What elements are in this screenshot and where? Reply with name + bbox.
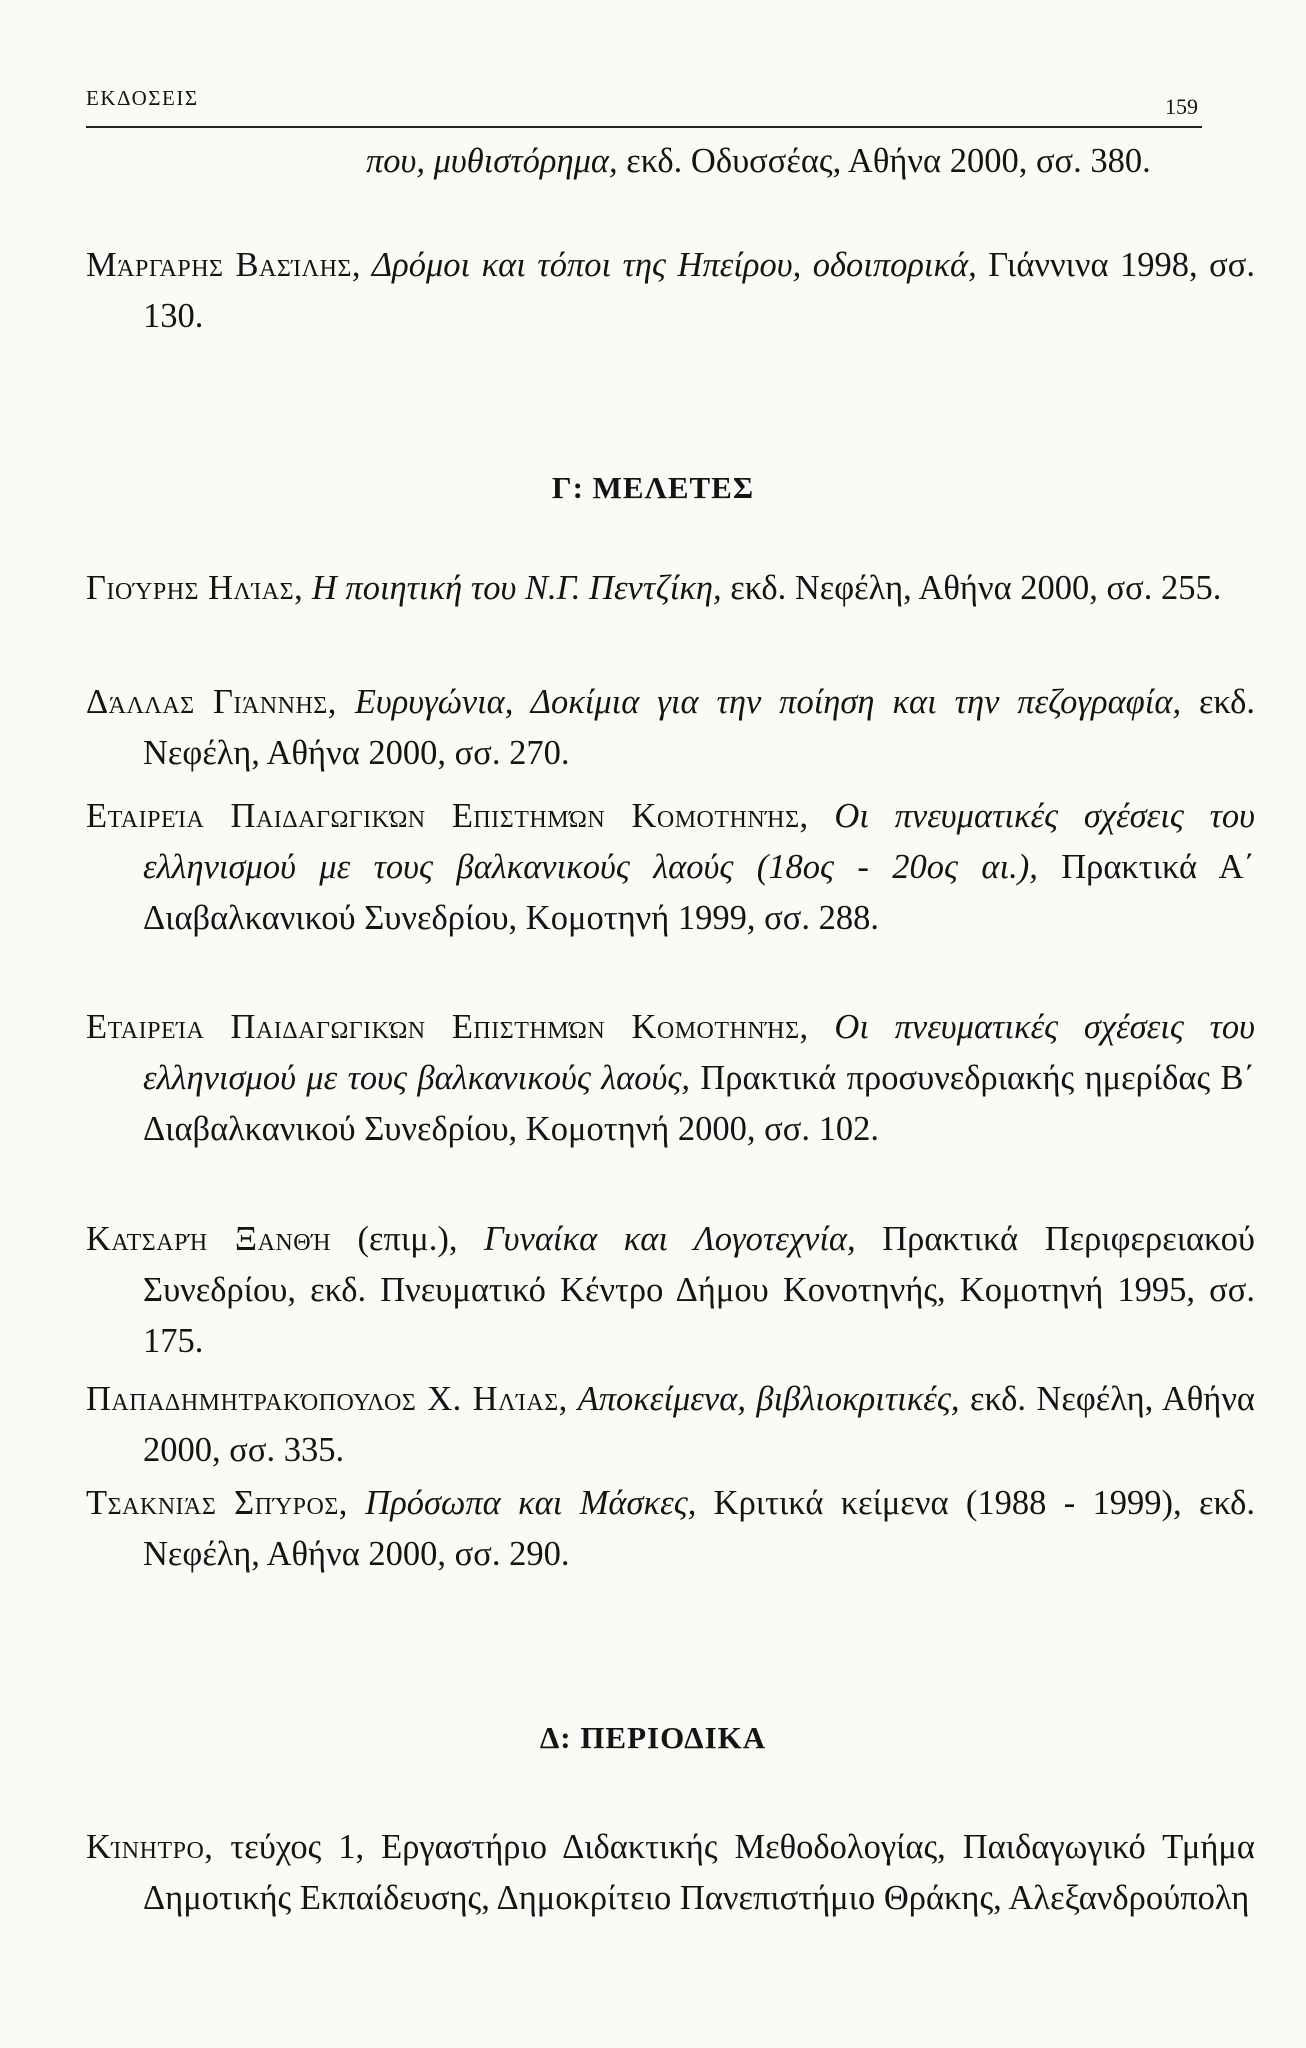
entry-details: Πρακτικά Περιφερειακού Συνεδρίου, εκδ. Πνευματικό Κέντρο Δήμου Κονοτηνής, Κομοτηνή 1995, σσ. 175. <box>143 1220 1256 1360</box>
entry-title: Η ποιητική του Ν.Γ. Πεντζίκη, <box>303 569 722 607</box>
running-header <box>86 82 1202 122</box>
entry-details: εκδ. Οδυσσέας, Αθήνα 2000, σσ. 380. <box>617 142 1151 180</box>
entry-author: Παπαδημητρακόπουλος Χ. Ηλίας, <box>86 1380 568 1418</box>
entry-details: Γιάννινα 1998, σσ. 130. <box>143 246 1255 335</box>
entry-author: Γιούρης Ηλίας, <box>86 569 304 607</box>
bibliography-entry <box>86 1478 1255 1580</box>
entry-details: Πρακτικά Α΄ Διαβαλκανικού Συνεδρίου, Κομοτηνή 1999, σσ. 288. <box>143 848 1255 937</box>
bibliography-entry <box>86 1002 1255 1155</box>
entry-details: Πρακτικά προσυνεδριακής ημερίδας Β΄ Διαβαλκανικού Συνεδρίου, Κομοτηνή 2000, σσ. 102. <box>143 1059 1255 1148</box>
bibliography-entry <box>86 791 1255 944</box>
entry-author: Τσακνιάς Σπύρος, <box>86 1484 348 1522</box>
entry-author: Εταιρεία Παιδαγωγικών Επιστημών Κομοτηνής, <box>86 797 809 835</box>
continued-entry <box>86 136 1255 187</box>
bibliography-entry <box>86 1214 1255 1367</box>
section-heading-studies: Γ: ΜΕΛΕΤΕΣ <box>551 470 755 505</box>
entry-details: εκδ. Νεφέλη, Αθήνα 2000, σσ. 335. <box>143 1380 1256 1469</box>
entry-details: Κριτικά κείμενα (1988 - 1999), εκδ. Νεφέλη, Αθήνα 2000, σσ. 290. <box>143 1484 1255 1573</box>
entry-title: Γυναίκα και Λογοτεχνία, <box>457 1220 856 1258</box>
entry-editor-note: (επιμ.), <box>330 1220 458 1258</box>
bibliography-entry <box>86 240 1255 342</box>
entry-title: που, μυθιστόρημα, <box>366 142 618 180</box>
bibliography-entry <box>86 1822 1255 1924</box>
bibliography-entry <box>86 677 1255 779</box>
header-rule <box>86 126 1202 128</box>
entry-title: Δρόμοι και τόποι της Ηπείρου, οδοιπορικά, <box>361 246 977 284</box>
entry-author: Δάλλας Γιάννης, <box>86 683 337 721</box>
entry-author: Μάργαρης Βασίλης, <box>86 246 362 284</box>
section-heading-periodicals: Δ: ΠΕΡΙΟΔΙΚΑ <box>539 1720 767 1755</box>
entry-details: εκδ. Νεφέλη, Αθήνα 2000, σσ. 270. <box>143 683 1256 772</box>
entry-title: Ευρυγώνια, Δοκίμια για την ποίηση και την πεζογραφία, <box>336 683 1182 721</box>
entry-author: Κατσαρή Ξανθή <box>86 1220 331 1258</box>
entry-title: Πρόσωπα και Μάσκες, <box>347 1484 697 1522</box>
running-title: ΕΚΔΟΣΕΙΣ <box>86 86 199 110</box>
entry-details: τεύχος 1, Εργαστήριο Διδακτικής Μεθοδολογίας, Παιδαγωγικό Τμήμα Δημοτικής Εκπαίδευσης, Δημοκρίτειο Πανεπιστήμιο Θράκης, Αλεξανδρούπολη <box>143 1828 1255 1917</box>
entry-title: Οι πνευματικές σχέσεις του ελληνισμού με τους βαλκανικούς λαούς, <box>143 1008 1256 1097</box>
bibliography-entry <box>86 1374 1255 1476</box>
page-number: 159 <box>1165 94 1198 119</box>
entry-details: εκδ. Νεφέλη, Αθήνα 2000, σσ. 255. <box>721 569 1222 607</box>
entry-author: Κίνητρο, <box>86 1828 214 1866</box>
entry-title: Αποκείμενα, βιβλιοκριτικές, <box>567 1380 960 1418</box>
bibliography-entry <box>86 563 1255 614</box>
entry-author: Εταιρεία Παιδαγωγικών Επιστημών Κομοτηνής, <box>86 1008 809 1046</box>
entry-title: Οι πνευματικές σχέσεις του ελληνισμού με τους βαλκανικούς λαούς (18ος - 20ος αι.), <box>143 797 1256 886</box>
